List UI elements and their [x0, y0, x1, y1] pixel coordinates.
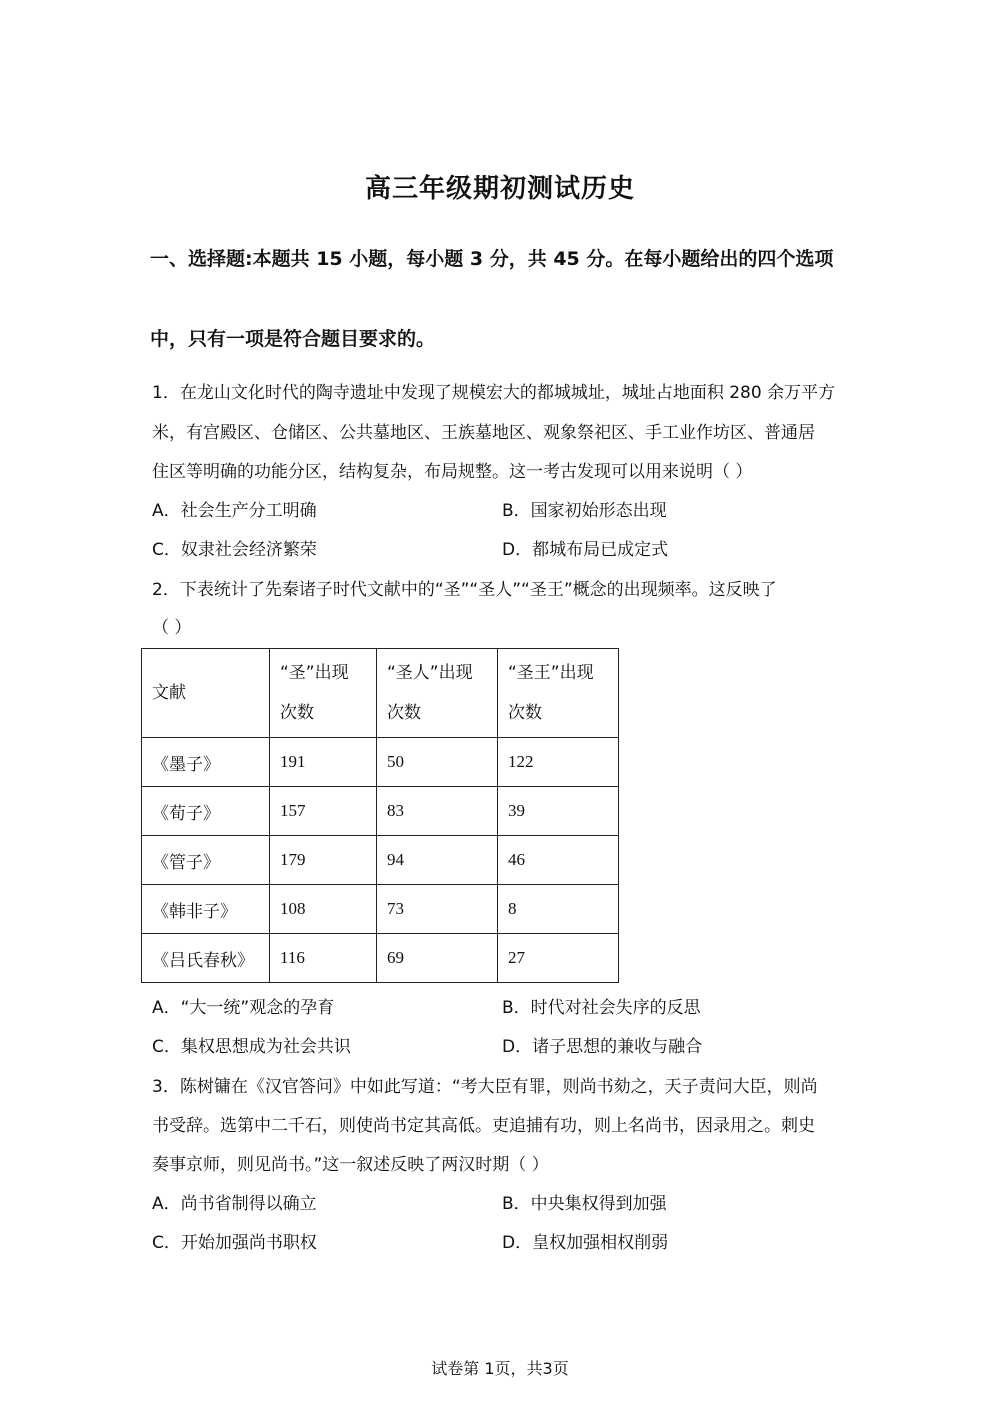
header-text: 文献 — [152, 683, 186, 703]
table-cell — [498, 787, 619, 836]
section-heading-line-2: 中，只有一项是符合题目要求的。 — [150, 328, 436, 350]
question-1-option-b: B．国家初始形态出现 — [502, 501, 667, 521]
cell-number: 39 — [508, 801, 525, 820]
question-2-option-c: C．集权思想成为社会共识 — [152, 1037, 351, 1057]
page-title: 高三年级期初测试历史 — [364, 174, 635, 204]
cell-number: 46 — [508, 850, 525, 869]
cell-number: 116 — [280, 948, 305, 967]
cell-number: 27 — [508, 948, 525, 967]
cell-number: 179 — [280, 850, 306, 869]
cell-number: 8 — [508, 899, 517, 918]
cell-number: 50 — [387, 752, 404, 771]
page-footer: 试卷第 1页，共3页 — [431, 1359, 569, 1378]
table-cell — [270, 787, 377, 836]
table-cell: 《管子》 — [142, 836, 270, 885]
question-3-option-c: C．开始加强尚书职权 — [152, 1233, 317, 1253]
table-header-row — [142, 649, 619, 738]
header-text: 次数 — [508, 703, 542, 723]
question-2-option-d: D．诸子思想的兼收与融合 — [502, 1037, 703, 1057]
table-cell — [498, 885, 619, 934]
table-row — [142, 934, 619, 983]
table-cell — [270, 885, 377, 934]
question-2-line-2: （ ） — [152, 618, 192, 638]
question-2-line-1: 2．下表统计了先秦诸子时代文献中的“圣”“圣人”“圣王”概念的出现频率。这反映了 — [152, 580, 777, 600]
question-1-option-d: D．都城布局已成定式 — [502, 540, 669, 560]
question-3-option-a: A．尚书省制得以确立 — [152, 1194, 317, 1214]
cell-number: 191 — [280, 752, 306, 771]
table-cell — [270, 836, 377, 885]
table-row — [142, 885, 619, 934]
cell-number: 122 — [508, 752, 534, 771]
table-cell — [377, 787, 498, 836]
question-1-option-c: C．奴隶社会经济繁荣 — [152, 540, 317, 560]
table-header-cell — [498, 649, 619, 738]
question-1-line-3: 住区等明确的功能分区，结构复杂，布局规整。这一考古发现可以用来说明（ ） — [152, 462, 753, 482]
section-heading-line-1: 一、选择题:本题共 15 小题，每小题 3 分，共 45 分。在每小题给出的四个选项 — [150, 248, 834, 270]
header-text: “圣人”出现 — [387, 663, 473, 683]
question-1-line-2: 米，有宫殿区、仓储区、公共墓地区、王族墓地区、观象祭祀区、手工业作坊区、普通居 — [152, 423, 815, 443]
table-cell — [498, 836, 619, 885]
table-cell: 《荀子》 — [142, 787, 270, 836]
question-2-option-b: B．时代对社会失序的反思 — [502, 998, 701, 1018]
question-3-line-1: 3．陈树镛在《汉官答问》中如此写道：“考大臣有罪，则尚书劾之，天子责问大臣，则尚 — [152, 1077, 818, 1097]
table-row — [142, 738, 619, 787]
table-cell — [377, 934, 498, 983]
table-cell — [377, 885, 498, 934]
cell-number: 73 — [387, 899, 404, 918]
question-1-option-a: A．社会生产分工明确 — [152, 501, 317, 521]
table-cell — [270, 738, 377, 787]
cell-number: 94 — [387, 850, 404, 869]
question-3-option-d: D．皇权加强相权削弱 — [502, 1233, 669, 1253]
table-row — [142, 787, 619, 836]
question-3-line-2: 书受辞。选第中二千石，则使尚书定其高低。吏追捕有功，则上名尚书，因录用之。刺史 — [152, 1116, 815, 1136]
table-cell — [498, 934, 619, 983]
table-header-cell — [377, 649, 498, 738]
question-3-option-b: B．中央集权得到加强 — [502, 1194, 667, 1214]
question-1-line-1: 1．在龙山文化时代的陶寺遗址中发现了规模宏大的都城城址，城址占地面积 280 余万平方 — [152, 383, 836, 403]
table-header-cell — [142, 649, 270, 738]
table-cell — [270, 934, 377, 983]
header-text: “圣”出现 — [280, 663, 349, 683]
table-cell — [498, 738, 619, 787]
header-text: 次数 — [387, 703, 421, 723]
question-3-line-3: 奏事京师，则见尚书。”这一叙述反映了两汉时期（ ） — [152, 1155, 549, 1175]
header-text: 次数 — [280, 703, 314, 723]
table-cell: 《墨子》 — [142, 738, 270, 787]
table-cell: 《吕氏春秋》 — [142, 934, 270, 983]
cell-number: 157 — [280, 801, 306, 820]
cell-number: 69 — [387, 948, 404, 967]
table-cell — [377, 738, 498, 787]
frequency-table — [141, 648, 619, 983]
table-cell: 《韩非子》 — [142, 885, 270, 934]
header-text: “圣王”出现 — [508, 663, 594, 683]
cell-number: 83 — [387, 801, 404, 820]
table-row — [142, 836, 619, 885]
table-header-cell — [270, 649, 377, 738]
question-2-option-a: A．“大一统”观念的孕育 — [152, 998, 335, 1018]
table-cell — [377, 836, 498, 885]
cell-number: 108 — [280, 899, 306, 918]
